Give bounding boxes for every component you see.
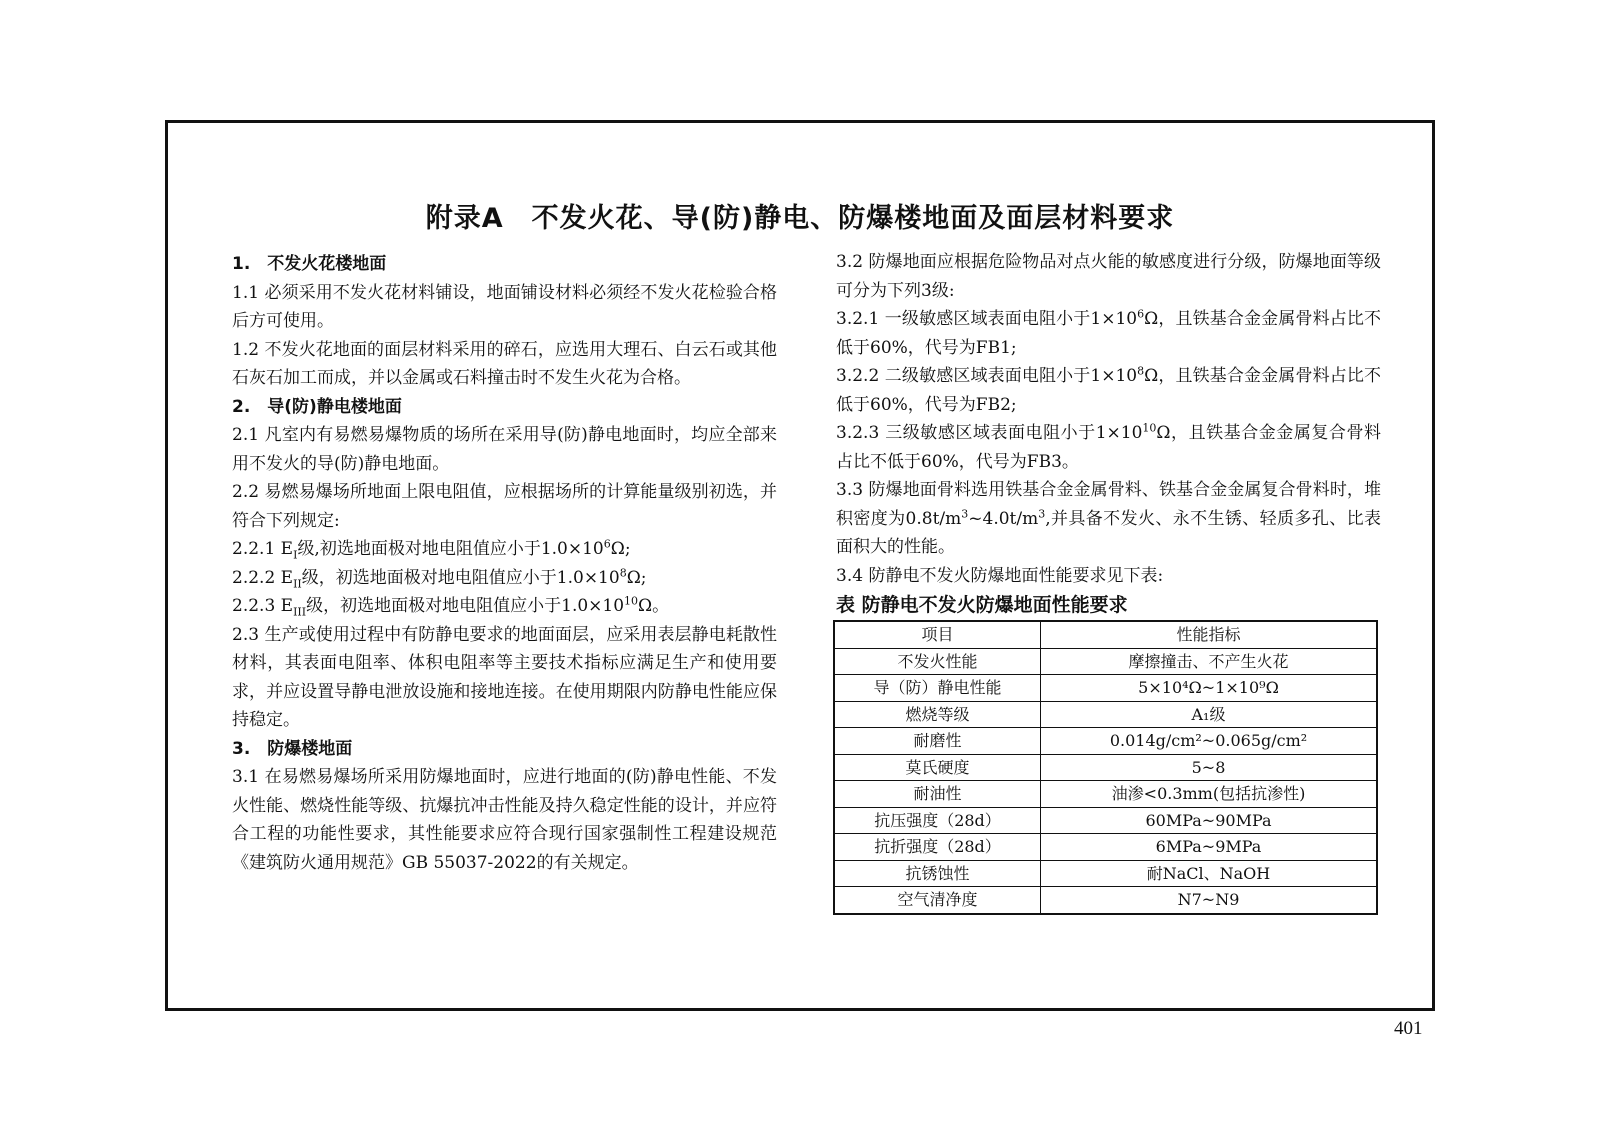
table-row	[834, 781, 1377, 808]
table-row	[834, 887, 1377, 914]
section-heading-1: 1. 不发火花楼地面	[232, 254, 387, 274]
left-column	[232, 250, 777, 877]
paragraph-3-2: 3.2 防爆地面应根据危险物品对点火能的敏感度进行分级，防爆地面等级可分为下列3级:	[836, 252, 1381, 301]
section-heading-3: 3. 防爆楼地面	[232, 738, 353, 759]
paragraph-2-1: 2.1 凡室内有易燃易爆物质的场所在采用导(防)静电地面时，均应全部来用不发火的导(防)静电地面。	[232, 425, 777, 474]
paragraph-2-2-2: 2.2.2 $E_{II}$级，初选地面极对地电阻值应小于$1.0\times 10^8\Omega$;	[232, 565, 647, 590]
page-title: 附录A 不发火花、导(防)静电、防爆楼地面及面层材料要求	[425, 203, 1175, 234]
table-header-row	[834, 621, 1377, 648]
table-cell: 0.014g/cm²~0.065g/cm²	[1041, 728, 1378, 755]
paragraph-3-2-3: 3.2.3 三级敏感区域表面电阻小于$1\times 10^{10}\Omega$，且铁基合金金属复合骨料占比不低于60%，代号为FB3。	[836, 421, 1381, 472]
table-cell: 导（防）静电性能	[834, 675, 1041, 702]
paragraph-2-2: 2.2 易燃易爆场所地面上限电阻值，应根据场所的计算能量级别初选，并符合下列规定:	[232, 482, 777, 531]
table-cell: 莫氏硬度	[834, 754, 1041, 781]
paragraph-2-2-3: 2.2.3 $E_{III}$级，初选地面极对地电阻值应小于$1.0\times 10^{10}\Omega$。	[232, 594, 670, 619]
paragraph-3-1: 3.1 在易燃易爆场所采用防爆地面时，应进行地面的(防)静电性能、不发火性能、燃烧性能等级、抗爆抗冲击性能及持久稳定性能的设计，并应符合工程的功能性要求，其性能要求应符合现行国家强制性工程建设规范《建筑防火通用规范》GB 55037-2022的有关规定。	[232, 767, 777, 873]
right-column	[836, 248, 1381, 915]
paragraph-3-3: 3.3 防爆地面骨料选用铁基合金金属骨料、铁基合金金属复合骨料时，堆积密度为$0.8t/m^3\sim 4.0t/m^3$,并具备不发火、永不生锈、轻质多孔、比表面积大的性能。	[836, 480, 1381, 557]
table-cell: 抗折强度（28d）	[834, 834, 1041, 861]
table-row	[834, 860, 1377, 887]
table-cell: 空气清净度	[834, 887, 1041, 914]
table-cell: 耐油性	[834, 781, 1041, 808]
paragraph-2-2-1: 2.2.1 $E_I$级,初选地面极对地电阻值应小于$1.0\times 10^6\Omega$;	[232, 537, 631, 562]
table-row	[834, 728, 1377, 755]
table-cell: 油渗<0.3mm(包括抗渗性)	[1041, 781, 1378, 808]
paragraph-1-2: 1.2 不发火花地面的面层材料采用的碎石，应选用大理石、白云石或其他石灰石加工而成，并以金属或石料撞击时不发生火花为合格。	[232, 339, 777, 388]
table-header-cell: 性能指标	[1041, 621, 1378, 648]
table-row	[834, 701, 1377, 728]
table-title: 表 防静电不发火防爆地面性能要求	[836, 594, 1128, 616]
table-cell: 摩擦撞击、不产生火花	[1041, 648, 1378, 675]
paragraph-3-2-2: 3.2.2 二级敏感区域表面电阻小于$1\times 10^8\Omega$，且铁基合金金属骨料占比不低于60%，代号为FB2;	[836, 364, 1381, 415]
table-cell: 5×10⁴Ω~1×10⁹Ω	[1041, 675, 1378, 702]
paragraph-2-3: 2.3 生产或使用过程中有防静电要求的地面面层，应采用表层静电耗散性材料，其表面电阻率、体积电阻率等主要技术指标应满足生产和使用要求，并应设置导静电泄放设施和接地连接。在使用期限内防静电性能应保持稳定。	[232, 624, 777, 730]
table-cell: 6MPa~9MPa	[1041, 834, 1378, 861]
paragraph-3-4: 3.4 防静电不发火防爆地面性能要求见下表:	[836, 565, 1164, 586]
paragraph-3-2-1: 3.2.1 一级敏感区域表面电阻小于$1\times 10^6\Omega$，且铁基合金金属骨料占比不低于60%，代号为FB1;	[836, 307, 1381, 358]
table-cell: 不发火性能	[834, 648, 1041, 675]
page-number: 401	[1394, 1018, 1423, 1039]
section-heading-2: 2. 导(防)静电楼地面	[232, 396, 402, 417]
table-row	[834, 754, 1377, 781]
paragraph-1-1: 1.1 必须采用不发火花材料铺设，地面铺设材料必须经不发火花检验合格后方可使用。	[232, 282, 777, 331]
table-cell: 抗压强度（28d）	[834, 807, 1041, 834]
performance-table	[833, 620, 1378, 915]
table-cell: 抗锈蚀性	[834, 860, 1041, 887]
table-row	[834, 807, 1377, 834]
table-cell: 燃烧等级	[834, 701, 1041, 728]
table-header-cell: 项目	[834, 621, 1041, 648]
table-cell: 耐NaCl、NaOH	[1041, 860, 1378, 887]
table-cell: 60MPa~90MPa	[1041, 807, 1378, 834]
table-row	[834, 675, 1377, 702]
table-row	[834, 648, 1377, 675]
table-cell: A₁级	[1041, 701, 1378, 728]
table-cell: N7~N9	[1041, 887, 1378, 914]
table-row	[834, 834, 1377, 861]
table-cell: 5~8	[1041, 754, 1378, 781]
table-cell: 耐磨性	[834, 728, 1041, 755]
